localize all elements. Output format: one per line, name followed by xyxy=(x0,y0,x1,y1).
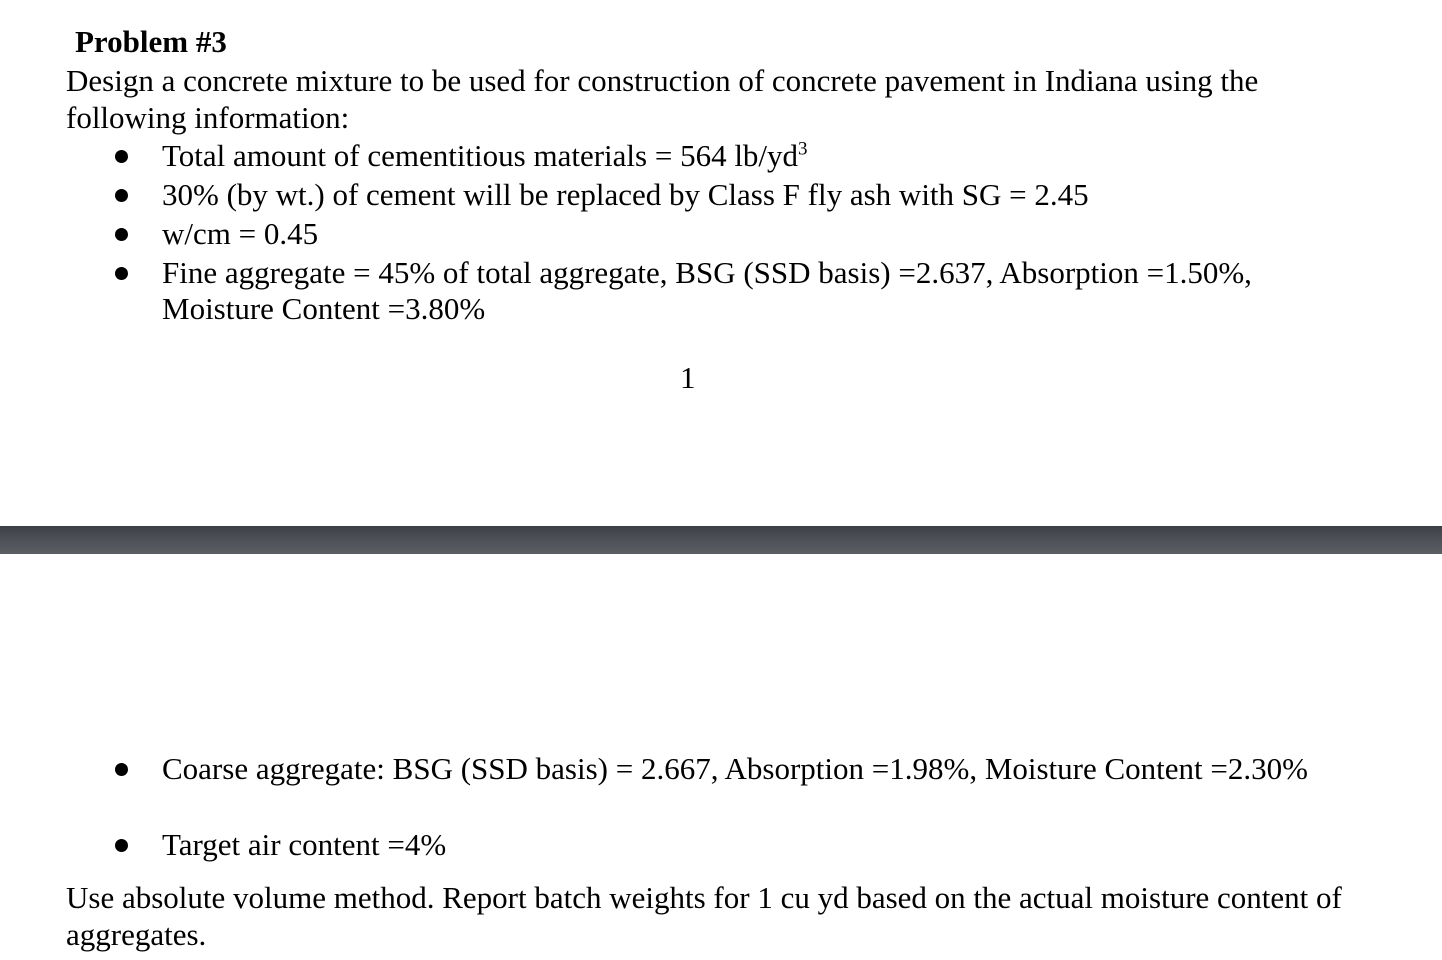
bullet-text: Fine aggregate = 45% of total aggregate, BSG (SSD basis) =2.637, Absorption =1.50%, Moisture Content =3.80% xyxy=(162,255,1252,326)
bullet-dot-icon xyxy=(115,839,128,852)
closing-instructions: Use absolute volume method. Report batch weights for 1 cu yd based on the actual moisture content of aggregates. xyxy=(66,880,1342,952)
bullet-dot-icon xyxy=(115,763,128,776)
page-number: 1 xyxy=(680,360,696,395)
bullet-dot-icon xyxy=(115,228,128,241)
bullet-dot-icon xyxy=(115,150,128,163)
bullet-text: w/cm = 0.45 xyxy=(162,216,319,251)
bullet-text: Total amount of cementitious materials = 564 $lb/yd^3$ xyxy=(162,138,808,173)
problem-title: Problem #3 xyxy=(75,24,227,59)
bullet-text: 30% (by wt.) of cement will be replaced by Class F fly ash with SG = 2.45 xyxy=(162,177,1089,212)
bullet-text: Coarse aggregate: BSG (SSD basis) = 2.667, Absorption =1.98%, Moisture Content =2.30% xyxy=(162,751,1308,786)
superscript: 3 xyxy=(798,138,808,160)
page-separator xyxy=(0,526,1442,554)
bullet-text: Target air content =4% xyxy=(162,827,447,862)
problem-intro: Design a concrete mixture to be used for construction of concrete pavement in Indiana using the following information: xyxy=(66,63,1259,135)
bullet-dot-icon xyxy=(115,267,128,280)
bullet-dot-icon xyxy=(115,189,128,202)
